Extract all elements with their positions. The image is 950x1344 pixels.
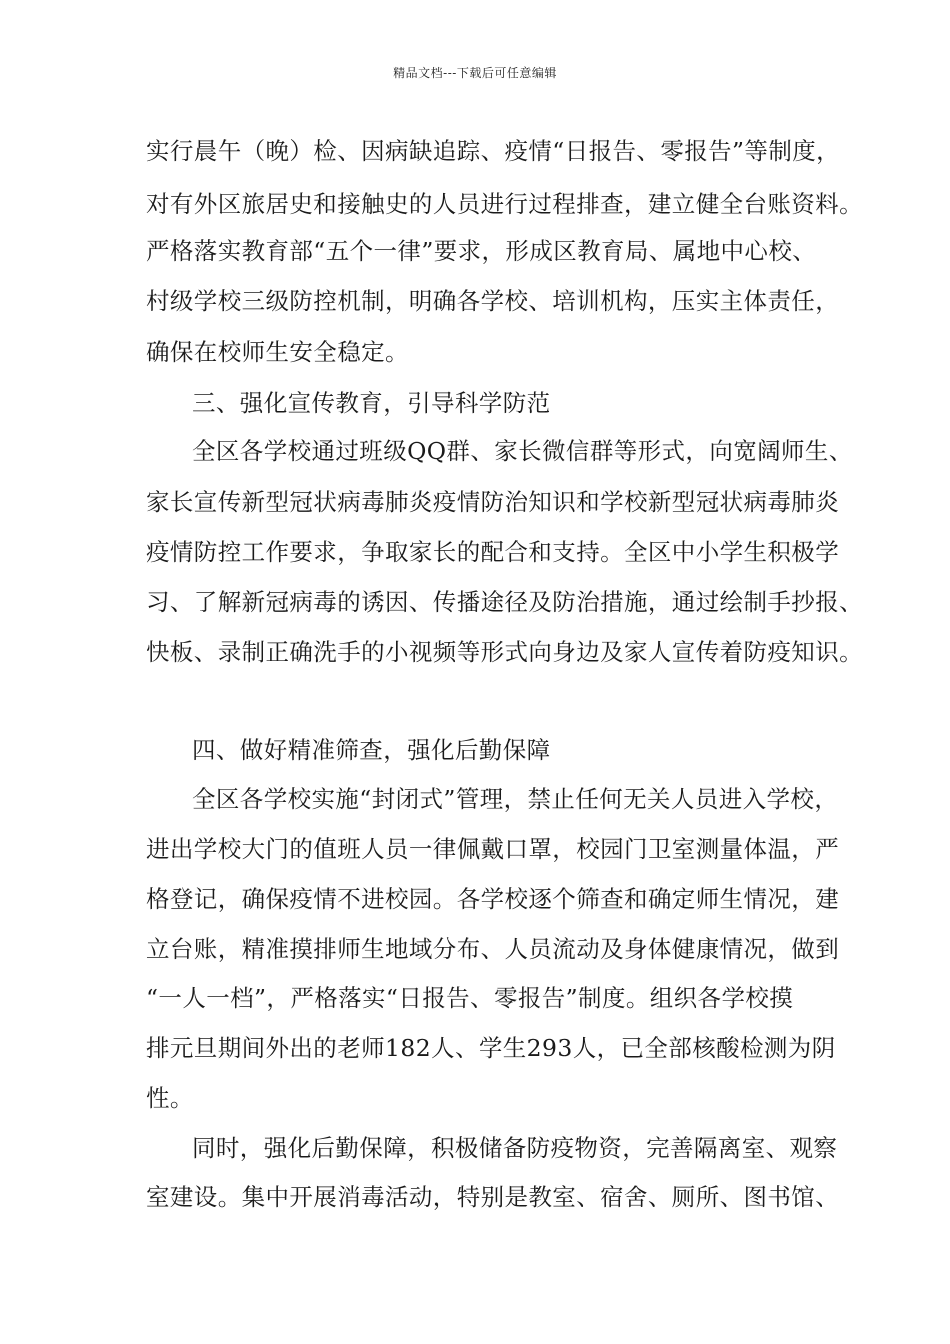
text-line: 格登记，确保疫情不进校园。各学校逐个筛查和确定师生情况，建: [146, 885, 840, 913]
text-line: 全区各学校通过班级QQ群、家长微信群等形式，向宽阔师生、: [192, 437, 853, 465]
text-line: 性。: [146, 1084, 194, 1112]
text-line: 同时，强化后勤保障，积极储备防疫物资，完善隔离室、观察: [192, 1134, 838, 1162]
text-line: 疫情防控工作要求，争取家长的配合和支持。全区中小学生积极学: [146, 538, 840, 566]
text-line: 室建设。集中开展消毒活动，特别是教室、宿舍、厕所、图书馆、: [146, 1183, 840, 1211]
text-line: 习、了解新冠病毒的诱因、传播途径及防治措施，通过绘制手抄报、: [146, 588, 863, 616]
text-line: 快板、录制正确洗手的小视频等形式向身边及家人宣传着防疫知识。: [146, 638, 863, 666]
page-header: 精品文档---下载后可任意编辑: [393, 66, 557, 80]
text-line: 实行晨午（晚）检、因病缺追踪、疫情“日报告、零报告”等制度，: [146, 137, 841, 165]
text-line: “一人一档”，严格落实“日报告、零报告”制度。组织各学校摸: [146, 984, 794, 1012]
section-heading: 三、强化宣传教育，引导科学防范: [192, 389, 551, 417]
text-line: 进出学校大门的值班人员一律佩戴口罩，校园门卫室测量体温，严: [146, 835, 840, 863]
section-heading: 四、做好精准筛查，强化后勤保障: [192, 736, 551, 764]
text-line: 全区各学校实施“封闭式”管理，禁止任何无关人员进入学校，: [192, 785, 839, 813]
text-line: 对有外区旅居史和接触史的人员进行过程排查，建立健全台账资料。: [146, 190, 863, 218]
text-line: 立台账，精准摸排师生地域分布、人员流动及身体健康情况，做到: [146, 935, 840, 963]
text-line: 排元旦期间外出的老师182人、学生293人，已全部核酸检测为阴: [146, 1034, 836, 1062]
text-line: 家长宣传新型冠状病毒肺炎疫情防治知识和学校新型冠状病毒肺炎: [146, 488, 840, 516]
text-line: 确保在校师生安全稳定。: [146, 338, 409, 366]
text-line: 严格落实教育部“五个一律”要求，形成区教育局、属地中心校、: [146, 237, 817, 265]
text-line: 村级学校三级防控机制，明确各学校、培训机构，压实主体责任，: [146, 287, 840, 315]
